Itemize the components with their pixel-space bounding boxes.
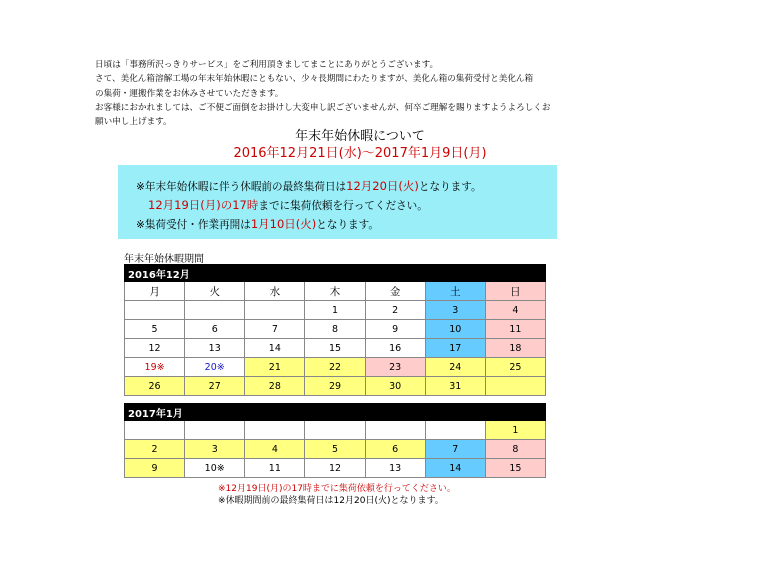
notice-date: 12月20日(火) [346,179,419,193]
day-cell: 16 [365,339,425,358]
day-cell: 6 [185,320,245,339]
day-cell [185,301,245,320]
weekday-header: 金 [365,282,425,301]
day-cell: 18 [485,339,545,358]
weekday-header: 土 [425,282,485,301]
day-cell [185,421,245,440]
day-cell: 22 [305,358,365,377]
day-cell: 13 [185,339,245,358]
holiday-period: 2016年12月21日(水)～2017年1月9日(月) [233,146,487,161]
day-cell: 27 [185,377,245,396]
weekday-header: 木 [305,282,365,301]
notice-line-3 [136,216,379,232]
day-cell: 26 [125,377,185,396]
day-cell: 4 [485,301,545,320]
month-header: 2016年12月 [125,265,546,282]
day-cell: 21 [245,358,305,377]
day-cell [365,421,425,440]
day-cell: 15 [485,459,545,478]
day-cell: 1 [305,301,365,320]
day-cell: 1 [485,421,545,440]
notice-box [118,165,557,239]
day-cell: 7 [245,320,305,339]
notice-line-1 [136,178,482,194]
day-cell: 31 [425,377,485,396]
page-title: 年末年始休暇について [295,129,425,144]
day-cell: 3 [185,440,245,459]
day-cell: 14 [245,339,305,358]
intro-line: さて、美化ん箱溶解工場の年末年始休暇にともない、少々長期間にわたりますが、美化ん箱の集荷受付と美化ん箱 [95,74,534,85]
day-cell: 4 [245,440,305,459]
intro-line: お客様におかれましては、ご不便ご面倒をお掛けし大変申し訳ございませんが、何卒ご理解を賜りますようよろしくお [95,102,551,113]
notice-text: までに集荷依頼を行ってください。 [258,200,428,212]
day-cell: 10※ [185,459,245,478]
day-cell: 5 [125,320,185,339]
intro-line: 日頃は「事務所沢っきりサービス」をご利用頂きましてまことにありがとうございます。 [95,60,439,70]
intro-line: の集荷・運搬作業をお休みさせていただきます。 [95,88,284,99]
notice-text: となります。 [316,219,379,231]
day-cell: 29 [305,377,365,396]
day-cell: 9 [125,459,185,478]
day-cell: 14 [425,459,485,478]
day-cell: 3 [425,301,485,320]
notice-date: 1月10日(火) [250,217,317,231]
day-cell: 2 [365,301,425,320]
calendar-caption: 年末年始休暇期間 [124,254,204,265]
notice-date: 12月19日(月)の17時 [148,198,259,212]
calendar-january [124,403,546,478]
day-cell [425,421,485,440]
day-cell: 7 [425,440,485,459]
day-cell: 23 [365,358,425,377]
footnote-deadline: ※12月19日(月)の17時までに集荷依頼を行ってください。 [218,484,456,494]
day-cell: 11 [245,459,305,478]
day-cell: 10 [425,320,485,339]
day-cell [125,421,185,440]
notice-text: ※集荷受付・作業再開は [136,219,251,231]
month-header: 2017年1月 [125,404,546,421]
day-cell: 24 [425,358,485,377]
day-cell: 8 [305,320,365,339]
day-cell: 20※ [185,358,245,377]
intro-line: 願い申し上げます。 [95,117,172,128]
day-cell: 30 [365,377,425,396]
day-cell: 5 [305,440,365,459]
day-cell: 19※ [125,358,185,377]
weekday-header: 水 [245,282,305,301]
day-cell: 12 [125,339,185,358]
day-cell [305,421,365,440]
day-cell [245,301,305,320]
day-cell [485,377,545,396]
day-cell: 11 [485,320,545,339]
intro-text [95,58,585,129]
day-cell [125,301,185,320]
day-cell: 17 [425,339,485,358]
day-cell: 25 [485,358,545,377]
notice-line-2 [148,197,428,213]
day-cell: 15 [305,339,365,358]
day-cell: 2 [125,440,185,459]
calendar-december [124,264,546,396]
day-cell: 28 [245,377,305,396]
weekday-header: 日 [485,282,545,301]
day-cell: 6 [365,440,425,459]
footnote-last-pickup: ※休暇期間前の最終集荷日は12月20日(火)となります。 [218,496,444,506]
weekday-header: 月 [125,282,185,301]
day-cell: 13 [365,459,425,478]
day-cell: 8 [485,440,545,459]
weekday-header: 火 [185,282,245,301]
day-cell: 9 [365,320,425,339]
day-cell [245,421,305,440]
notice-text: となります。 [418,181,482,193]
day-cell: 12 [305,459,365,478]
notice-text: ※年末年始休暇に伴う休暇前の最終集荷日は [136,181,347,193]
